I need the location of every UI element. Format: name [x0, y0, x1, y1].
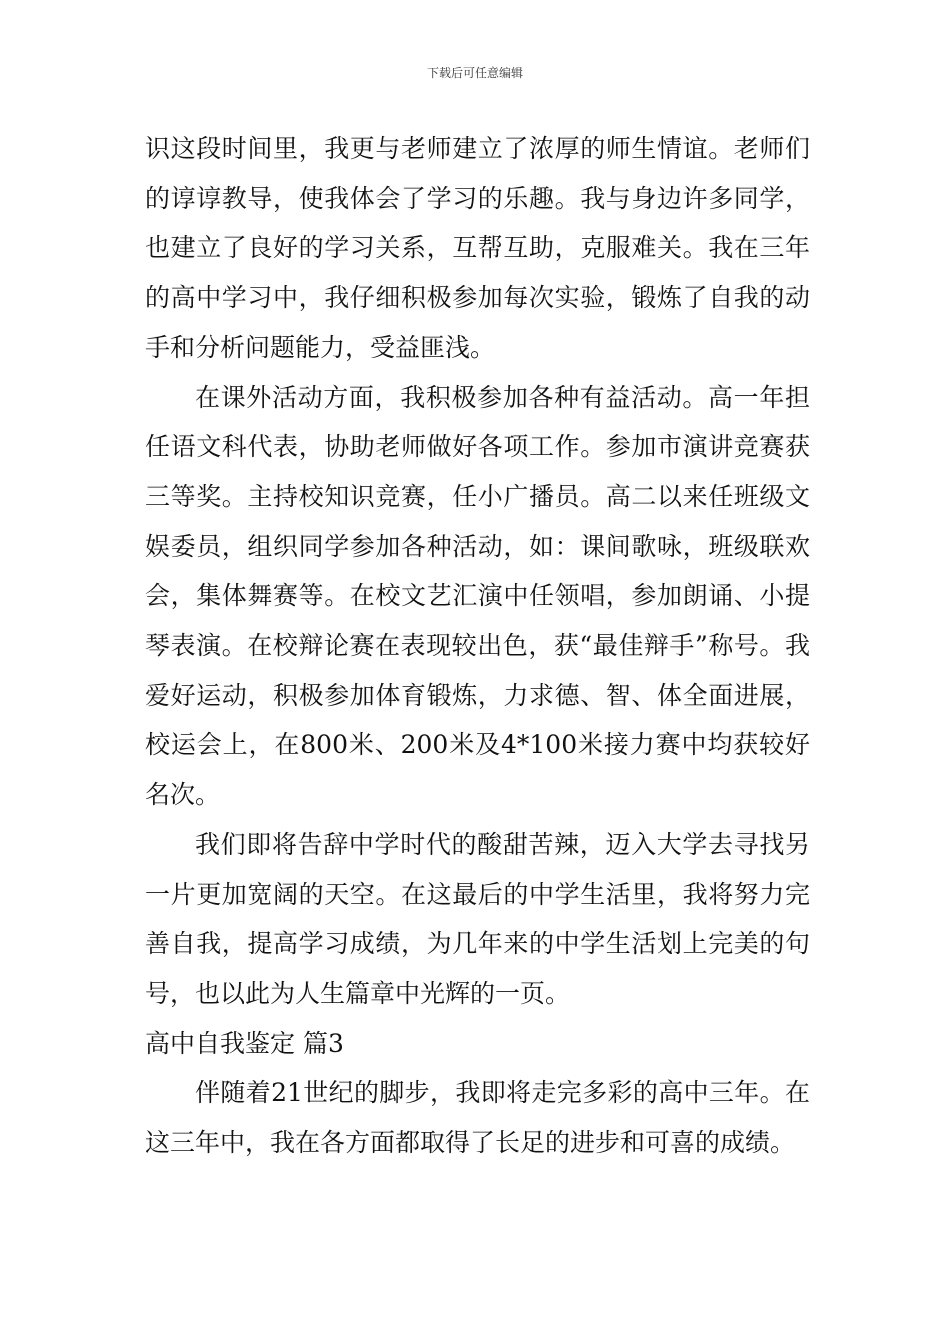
document-body [145, 124, 810, 1168]
paragraph-farewell: 我们即将告辞中学时代的酸甜苦辣，迈入大学去寻找另一片更加宽阔的天空。在这最后的中学生活里，我将努力完善自我，提高学习成绩，为几年来的中学生活划上完美的句号，也以此为人生篇章中光辉的一页。 [145, 829, 810, 1008]
section-heading: 高中自我鉴定 篇3 [145, 1028, 344, 1058]
paragraph-section-intro: 伴随着21世纪的脚步，我即将走完多彩的高中三年。在这三年中，我在各方面都取得了长足的进步和可喜的成绩。 [145, 1078, 810, 1158]
page-header: 下载后可任意编辑 [426, 66, 523, 80]
paragraph-extracurricular: 在课外活动方面，我积极参加各种有益活动。高一年担任语文科代表，协助老师做好各项工作。参加市演讲竞赛获三等奖。主持校知识竞赛，任小广播员。高二以来任班级文娱委员，组织同学参加各种活动，如：课间歌咏，班级联欢会，集体舞赛等。在校文艺汇演中任领唱，参加朗诵、小提琴表演。在校辩论赛在表现较出色，获“最佳辩手”称号。我爱好运动，积极参加体育锻炼，力求德、智、体全面进展，校运会上，在800米、200米及4*100米接力赛中均获较好名次。 [145, 382, 810, 810]
paragraph-continuation: 识这段时间里，我更与老师建立了浓厚的师生情谊。老师们的谆谆教导，使我体会了学习的乐趣。我与身边许多同学，也建立了良好的学习关系，互帮互助，克服难关。我在三年的高中学习中，我仔细积极参加每次实验，锻炼了自我的动手和分析问题能力，受益匪浅。 [145, 134, 810, 362]
